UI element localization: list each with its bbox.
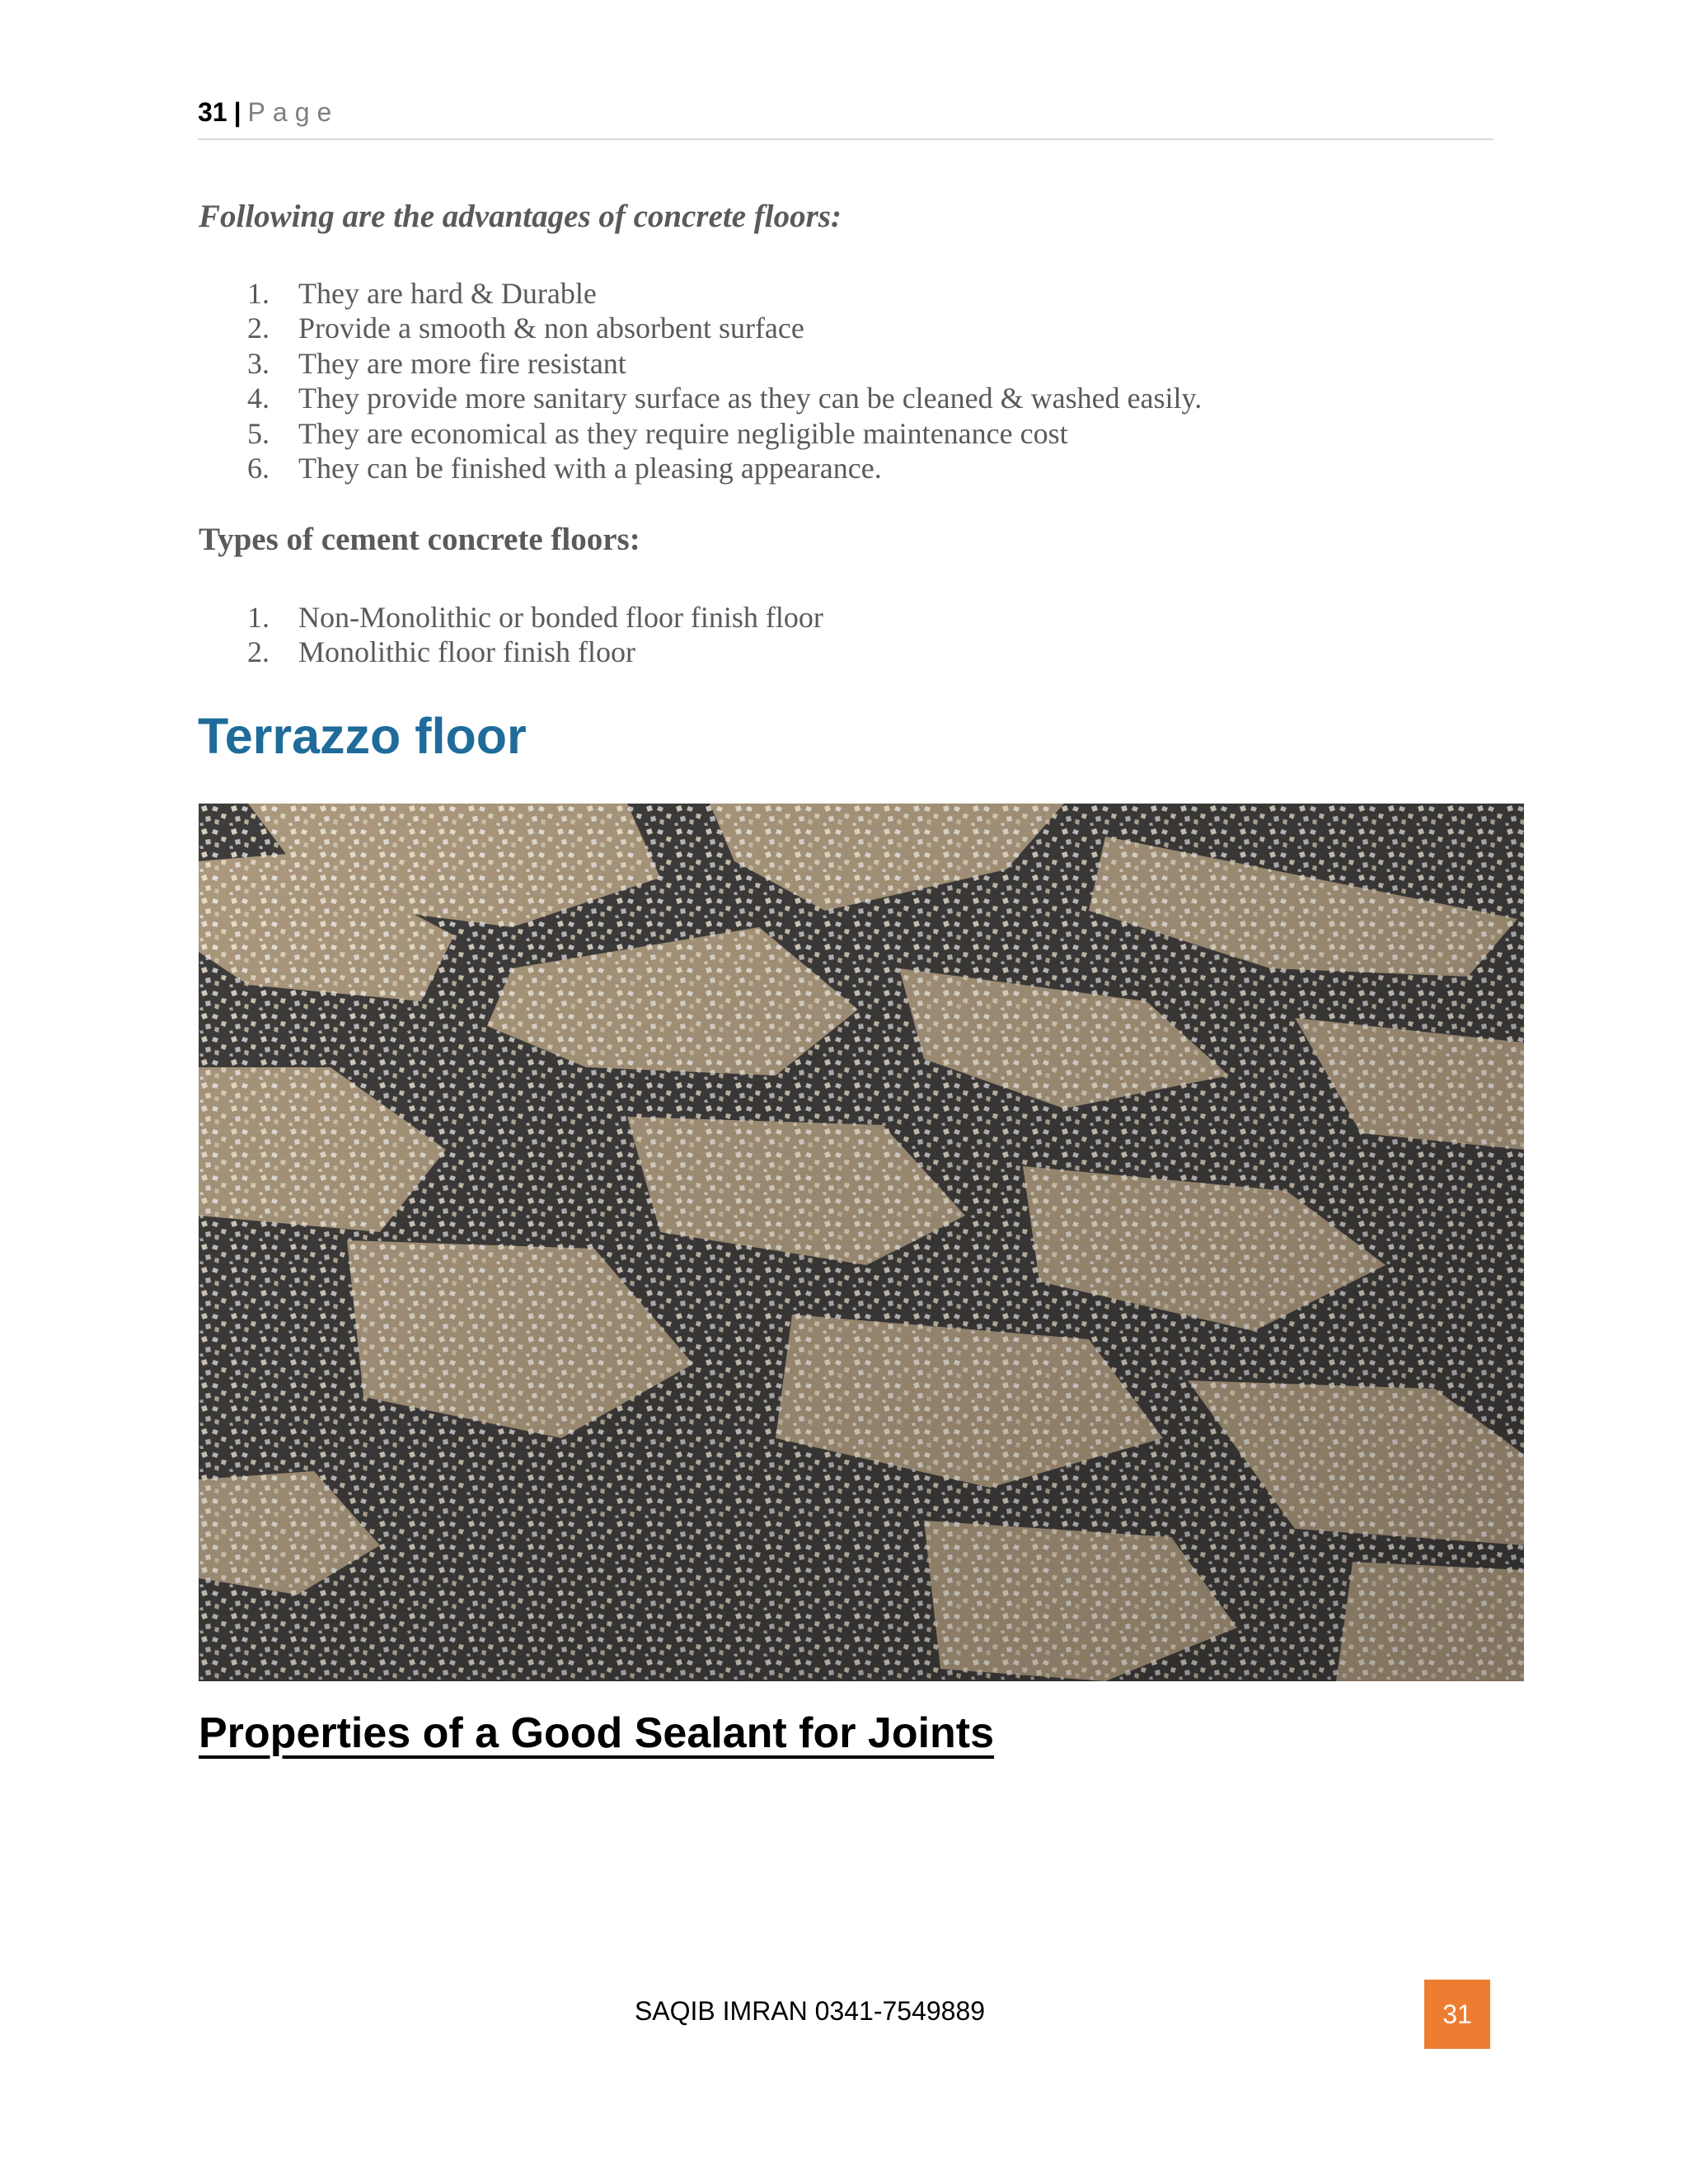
footer-page-number-box: 31	[1424, 1980, 1490, 2049]
page-header	[198, 97, 1493, 140]
list-item: 3. They are more fire resistant	[247, 346, 626, 380]
list-item: 5. They are economical as they require negligible maintenance cost	[247, 416, 1068, 450]
footer-author: SAQIB IMRAN 0341-7549889	[634, 1996, 986, 2026]
list-item: 4. They provide more sanitary surface as they can be cleaned & washed easily.	[247, 382, 1203, 415]
terrazzo-floor-photo	[199, 804, 1524, 1681]
section-title: Terrazzo floor	[198, 708, 527, 764]
subsection-title: Properties of a Good Sealant for Joints	[199, 1709, 995, 1757]
list-item: 6. They can be finished with a pleasing appearance.	[247, 451, 882, 485]
list-item: 2. Monolithic floor finish floor	[247, 635, 635, 669]
list-item: 1. They are hard & Durable	[247, 277, 597, 310]
types-list	[247, 600, 823, 670]
header-page-number: 31	[198, 97, 227, 127]
header-page-label: Page	[247, 97, 340, 127]
header-separator: |	[233, 97, 241, 127]
types-heading: Types of cement concrete floors:	[199, 522, 640, 557]
list-item: 2. Provide a smooth & non absorbent surface	[247, 312, 804, 345]
list-item: 1. Non-Monolithic or bonded floor finish floor	[247, 601, 823, 634]
advantages-heading: Following are the advantages of concrete floors:	[199, 199, 842, 234]
advantages-list	[247, 276, 1202, 485]
